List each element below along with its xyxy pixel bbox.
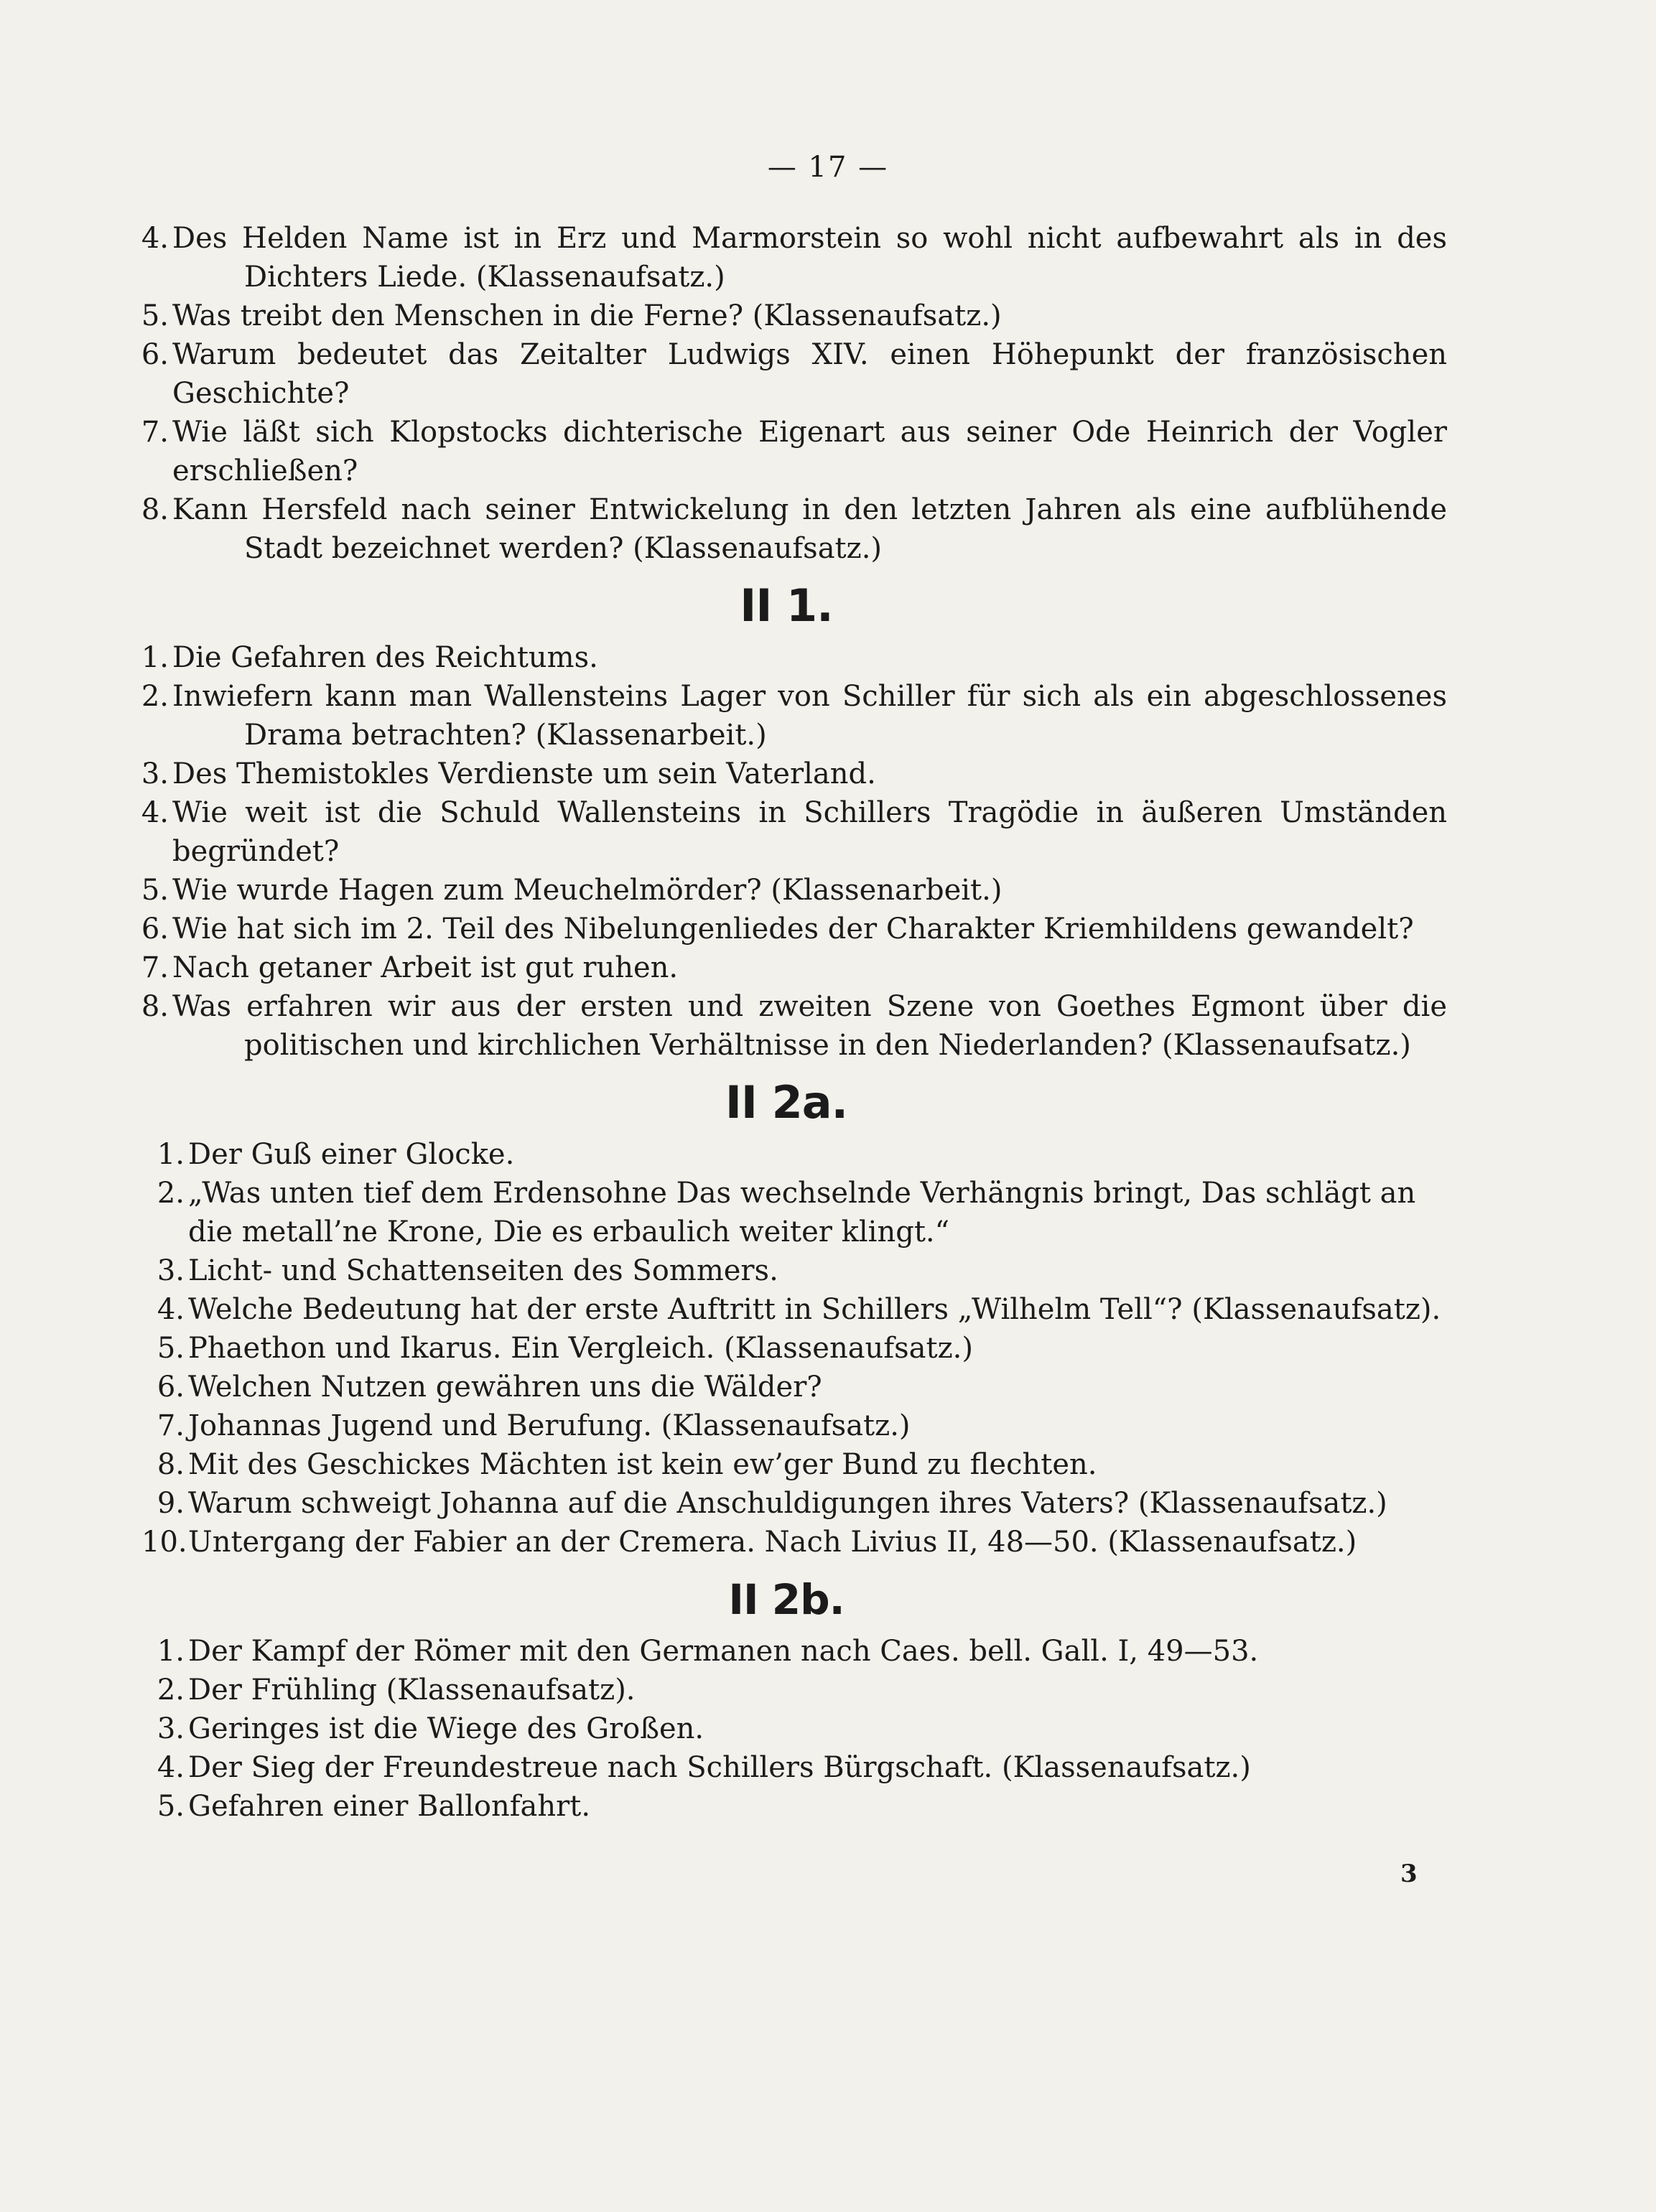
item-number: 7. bbox=[141, 416, 169, 449]
item-number: 2. bbox=[157, 1177, 185, 1210]
item-text: Kann Hersfeld nach seiner Entwickelung in den letzten Jahren als eine aufblühende bbox=[172, 493, 1447, 526]
item-text: Was erfahren wir aus der ersten und zweiten Szene von Goethes Egmont über die bbox=[172, 990, 1447, 1023]
list-item bbox=[126, 1523, 1447, 1562]
item-text: Johannas Jugend und Berufung. (Klassenaufsatz.) bbox=[188, 1409, 911, 1442]
list-item bbox=[126, 1632, 1447, 1671]
item-number: 5. bbox=[141, 874, 169, 907]
list-item bbox=[126, 1368, 1447, 1406]
item-text: Der Frühling (Klassenaufsatz). bbox=[188, 1674, 636, 1707]
item-number: 6. bbox=[157, 1371, 185, 1404]
item-number: 2. bbox=[141, 680, 169, 713]
item-text: Des Helden Name ist in Erz und Marmorstein so wohl nicht aufbewahrt als in des bbox=[172, 222, 1447, 255]
list-item bbox=[126, 871, 1447, 910]
list-item-poem bbox=[126, 1174, 1447, 1251]
list-item bbox=[126, 1671, 1447, 1709]
item-number: 8. bbox=[141, 990, 169, 1023]
list-item bbox=[126, 987, 1447, 1065]
item-text-continued: Drama betrachten? (Klassenarbeit.) bbox=[244, 719, 767, 752]
list-item bbox=[126, 335, 1447, 413]
item-text: Der Kampf der Römer mit den Germanen nach Caes. bell. Gall. I, 49—53. bbox=[188, 1635, 1259, 1668]
list-item bbox=[126, 490, 1447, 568]
item-number: 3. bbox=[141, 757, 169, 790]
list-item bbox=[126, 1406, 1447, 1445]
item-text: Welche Bedeutung hat der erste Auftritt in Schillers „Wilhelm Tell“? (Klassenaufsatz). bbox=[188, 1293, 1441, 1326]
poem-line: Das schlägt an die metall’ne Krone, bbox=[188, 1177, 1416, 1249]
list-item bbox=[126, 1135, 1447, 1174]
item-text: Wie wurde Hagen zum Meuchelmörder? (Klassenarbeit.) bbox=[172, 874, 1003, 907]
item-number: 10. bbox=[141, 1526, 187, 1559]
item-text: Der Sieg der Freundestreue nach Schillers Bürgschaft. (Klassenaufsatz.) bbox=[188, 1751, 1251, 1784]
item-number: 4. bbox=[141, 222, 169, 255]
poem-line: Das wechselnde Verhängnis bringt, bbox=[676, 1177, 1193, 1210]
page-number: — 17 — bbox=[767, 151, 889, 184]
list-item bbox=[126, 910, 1447, 948]
item-text: Des Themistokles Verdienste um sein Vaterland. bbox=[172, 757, 876, 790]
item-text: Der Guß einer Glocke. bbox=[188, 1138, 515, 1171]
item-number: 6. bbox=[141, 913, 169, 946]
item-number: 1. bbox=[157, 1635, 185, 1668]
item-text: Die Gefahren des Reichtums. bbox=[172, 641, 598, 674]
poem-line: Die es erbaulich weiter klingt.“ bbox=[493, 1215, 950, 1249]
item-text: Warum bedeutet das Zeitalter Ludwigs XIV. einen Höhepunkt der französischen Geschichte? bbox=[172, 338, 1447, 410]
poem-quote bbox=[188, 1174, 1447, 1251]
list-item bbox=[126, 1484, 1447, 1523]
item-number: 6. bbox=[141, 338, 169, 371]
item-text: Untergang der Fabier an der Cremera. Nach Livius II, 48—50. (Klassenaufsatz.) bbox=[188, 1526, 1357, 1559]
item-text: Wie weit ist die Schuld Wallensteins in Schillers Tragödie in äußeren Umständen begründet? bbox=[172, 796, 1447, 868]
item-text: Inwiefern kann man Wallensteins Lager von Schiller für sich als ein abgeschlossenes bbox=[172, 680, 1447, 713]
list-item bbox=[126, 755, 1447, 793]
item-number: 5. bbox=[141, 299, 169, 332]
item-text-continued: politischen und kirchlichen Verhältnisse in den Niederlanden? (Klassenaufsatz.) bbox=[244, 1029, 1411, 1062]
item-number: 4. bbox=[157, 1293, 185, 1326]
item-number: 1. bbox=[141, 641, 169, 674]
list-item bbox=[126, 677, 1447, 755]
item-number: 5. bbox=[157, 1332, 185, 1365]
item-text: Nach getaner Arbeit ist gut ruhen. bbox=[172, 951, 679, 984]
section-heading-ii-2b: II 2b. bbox=[728, 1575, 845, 1624]
item-number: 4. bbox=[141, 796, 169, 829]
item-text-continued: Dichters Liede. (Klassenaufsatz.) bbox=[244, 261, 725, 294]
sheet-signature: 3 bbox=[1400, 1859, 1418, 1888]
list-item bbox=[126, 793, 1447, 871]
item-number: 7. bbox=[157, 1409, 185, 1442]
list-item bbox=[126, 1445, 1447, 1484]
item-number: 3. bbox=[157, 1712, 185, 1745]
item-number: 1. bbox=[157, 1138, 185, 1171]
list-item bbox=[126, 1748, 1447, 1787]
item-text: Was treibt den Menschen in die Ferne? (Klassenaufsatz.) bbox=[172, 299, 1002, 332]
section-heading-ii-1: II 1. bbox=[740, 579, 833, 632]
item-number: 3. bbox=[157, 1254, 185, 1287]
item-text: Geringes ist die Wiege des Großen. bbox=[188, 1712, 704, 1745]
item-text: Licht- und Schattenseiten des Sommers. bbox=[188, 1254, 778, 1287]
list-item bbox=[126, 1290, 1447, 1329]
item-number: 8. bbox=[141, 493, 169, 526]
item-number: 5. bbox=[157, 1790, 185, 1823]
list-item bbox=[126, 1251, 1447, 1290]
list-item bbox=[126, 1329, 1447, 1368]
item-text: Gefahren einer Ballonfahrt. bbox=[188, 1790, 591, 1823]
list-item bbox=[126, 948, 1447, 987]
list-item bbox=[126, 297, 1447, 335]
list-item bbox=[126, 1709, 1447, 1748]
item-text-continued: Stadt bezeichnet werden? (Klassenaufsatz.) bbox=[244, 532, 883, 565]
section-heading-ii-2a: II 2a. bbox=[725, 1076, 848, 1129]
list-item bbox=[126, 413, 1447, 490]
list-item bbox=[126, 1787, 1447, 1826]
list-item bbox=[126, 219, 1447, 297]
item-number: 7. bbox=[141, 951, 169, 984]
item-number: 2. bbox=[157, 1674, 185, 1707]
item-text: Warum schweigt Johanna auf die Anschuldigungen ihres Vaters? (Klassenaufsatz.) bbox=[188, 1487, 1387, 1520]
item-text: Wie hat sich im 2. Teil des Nibelungenliedes der Charakter Kriemhildens gewandelt? bbox=[172, 913, 1414, 946]
page-content bbox=[126, 219, 1447, 1826]
item-number: 4. bbox=[157, 1751, 185, 1784]
item-number: 8. bbox=[157, 1448, 185, 1481]
item-text: Mit des Geschickes Mächten ist kein ew’ger Bund zu flechten. bbox=[188, 1448, 1097, 1481]
item-text: Wie läßt sich Klopstocks dichterische Eigenart aus seiner Ode Heinrich der Vogler erschließen? bbox=[172, 416, 1447, 487]
list-item bbox=[126, 638, 1447, 677]
item-text: Phaethon und Ikarus. Ein Vergleich. (Klassenaufsatz.) bbox=[188, 1332, 973, 1365]
item-text: Welchen Nutzen gewähren uns die Wälder? bbox=[188, 1371, 822, 1404]
item-number: 9. bbox=[157, 1487, 185, 1520]
poem-line: „Was unten tief dem Erdensohne bbox=[188, 1177, 667, 1210]
